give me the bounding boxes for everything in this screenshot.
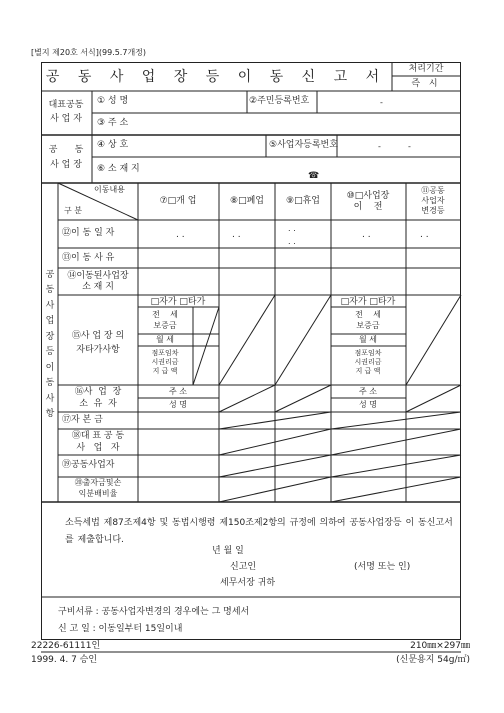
deposit-label-open: 전 세 보증금 <box>152 310 178 330</box>
form-number-note: [별지 제20호 서식](99.5.7개정) <box>31 48 147 57</box>
reporter-label: 신고인 <box>230 562 257 572</box>
phone-icon: ☎ <box>308 171 320 181</box>
monthly-rent-label-open: 월 세 <box>156 335 174 344</box>
partners-label: ⑲공동사업자 <box>62 460 115 470</box>
category-header: 구 분 <box>64 206 82 215</box>
change-content-header: 이동내용 <box>94 185 125 194</box>
col-suspend-header: ⑨□휴업 <box>286 196 320 206</box>
deposit-label-relocation: 전 세 보증금 <box>355 310 381 330</box>
rrn-label: ②주민등록번호 <box>249 96 310 106</box>
form-code: 22226-61111인 <box>31 641 101 651</box>
joint-business-label: 공 동 사 업 장 <box>48 145 84 171</box>
ownership-checks-relocation: □자가 □타가 <box>340 297 396 307</box>
date-field-open: . . <box>176 230 185 240</box>
name-label: ① 성 명 <box>97 96 129 106</box>
required-documents: 구비서류 : 공동사업자변경의 경우에는 그 명세서 <box>58 607 250 617</box>
form-title: 공 동 사 업 장 등 이 동 신 고 서 <box>45 69 387 85</box>
paper-size: 210㎜×297㎜ <box>410 641 470 651</box>
rep-partner-change-label: ⑱대 표 공 동 사 업 자 <box>71 431 125 453</box>
col-open-header: ⑦□개 업 <box>159 196 197 206</box>
paper-type: (신문용지 54g/㎡) <box>396 655 470 665</box>
new-location-label: ⑭이동된사업장 소 재 지 <box>67 271 129 292</box>
date-field-relocation: . . <box>362 230 371 240</box>
trade-name-label: ④ 상 호 <box>97 140 129 150</box>
processing-period-label: 처리기간 <box>408 64 444 74</box>
ownership-checks-open: □자가 □타가 <box>150 297 206 307</box>
approval-date: 1999. 4. 7 승인 <box>31 655 98 665</box>
business-number-label: ⑤사업자등록번호 <box>269 140 338 150</box>
processing-period-value: 즉 시 <box>411 79 441 89</box>
col-relocation-header: ⑩□사업장 이 전 <box>346 191 390 213</box>
declaration-text: 소득세법 제87조제4항 및 동법시행령 제150조제2항의 규정에 의하여 공동사업장등 이 동신고서를 제출합니다. <box>65 518 453 545</box>
owner-name-label-open: 성 명 <box>169 400 187 409</box>
date-field-suspend-from: . . <box>288 224 296 233</box>
owner-address-label-open: 주 소 <box>169 387 187 396</box>
svg-text:-: - <box>378 142 381 151</box>
site-owner-label: ⑯사 업 장 소 유 자 <box>74 387 122 409</box>
investment-ratio-label: ⑳출자금및손 익분배비율 <box>74 478 122 498</box>
premium-label-relocation: 점포임차 시권리금 지 급 액 <box>354 349 382 376</box>
owner-name-label-relocation: 성 명 <box>359 400 377 409</box>
ownership-label: ⑮사 업 장 의 자타가사항 <box>71 331 125 355</box>
rep-partner-label: 대표공동 사 업 자 <box>48 100 84 125</box>
filing-deadline: 신 고 일 : 이동일부터 15일이내 <box>58 624 183 634</box>
change-items-label: 공 동 사 업 장 등 이 동 사 항 <box>45 270 55 420</box>
svg-text:-: - <box>408 142 411 151</box>
signature-label: (서명 또는 인) <box>354 562 411 572</box>
location-label: ⑥ 소 재 지 <box>97 164 140 174</box>
change-date-label: ⑫이 동 일 자 <box>62 228 115 238</box>
address-label: ③ 주 소 <box>97 118 129 128</box>
svg-text:-: - <box>380 98 383 107</box>
date-field-partner-change: . . <box>420 230 429 240</box>
date-field-suspend-to: . . <box>288 237 296 246</box>
col-partner-change-header: ⑪공동 사업자 변경등 <box>421 186 445 215</box>
monthly-rent-label-relocation: 월 세 <box>359 335 377 344</box>
col-close-header: ⑧□폐업 <box>230 196 264 206</box>
declaration-date: 년 월 일 <box>212 546 244 556</box>
capital-label: ⑰자 본 금 <box>62 415 103 425</box>
premium-label-open: 점포임차 시권리금 지 급 액 <box>151 349 179 376</box>
tax-office-addressee: 세무서장 귀하 <box>220 578 276 588</box>
change-reason-label: ⑬이 동 사 유 <box>62 253 115 263</box>
owner-address-label-relocation: 주 소 <box>359 387 377 396</box>
date-field-close: . . <box>232 230 241 240</box>
